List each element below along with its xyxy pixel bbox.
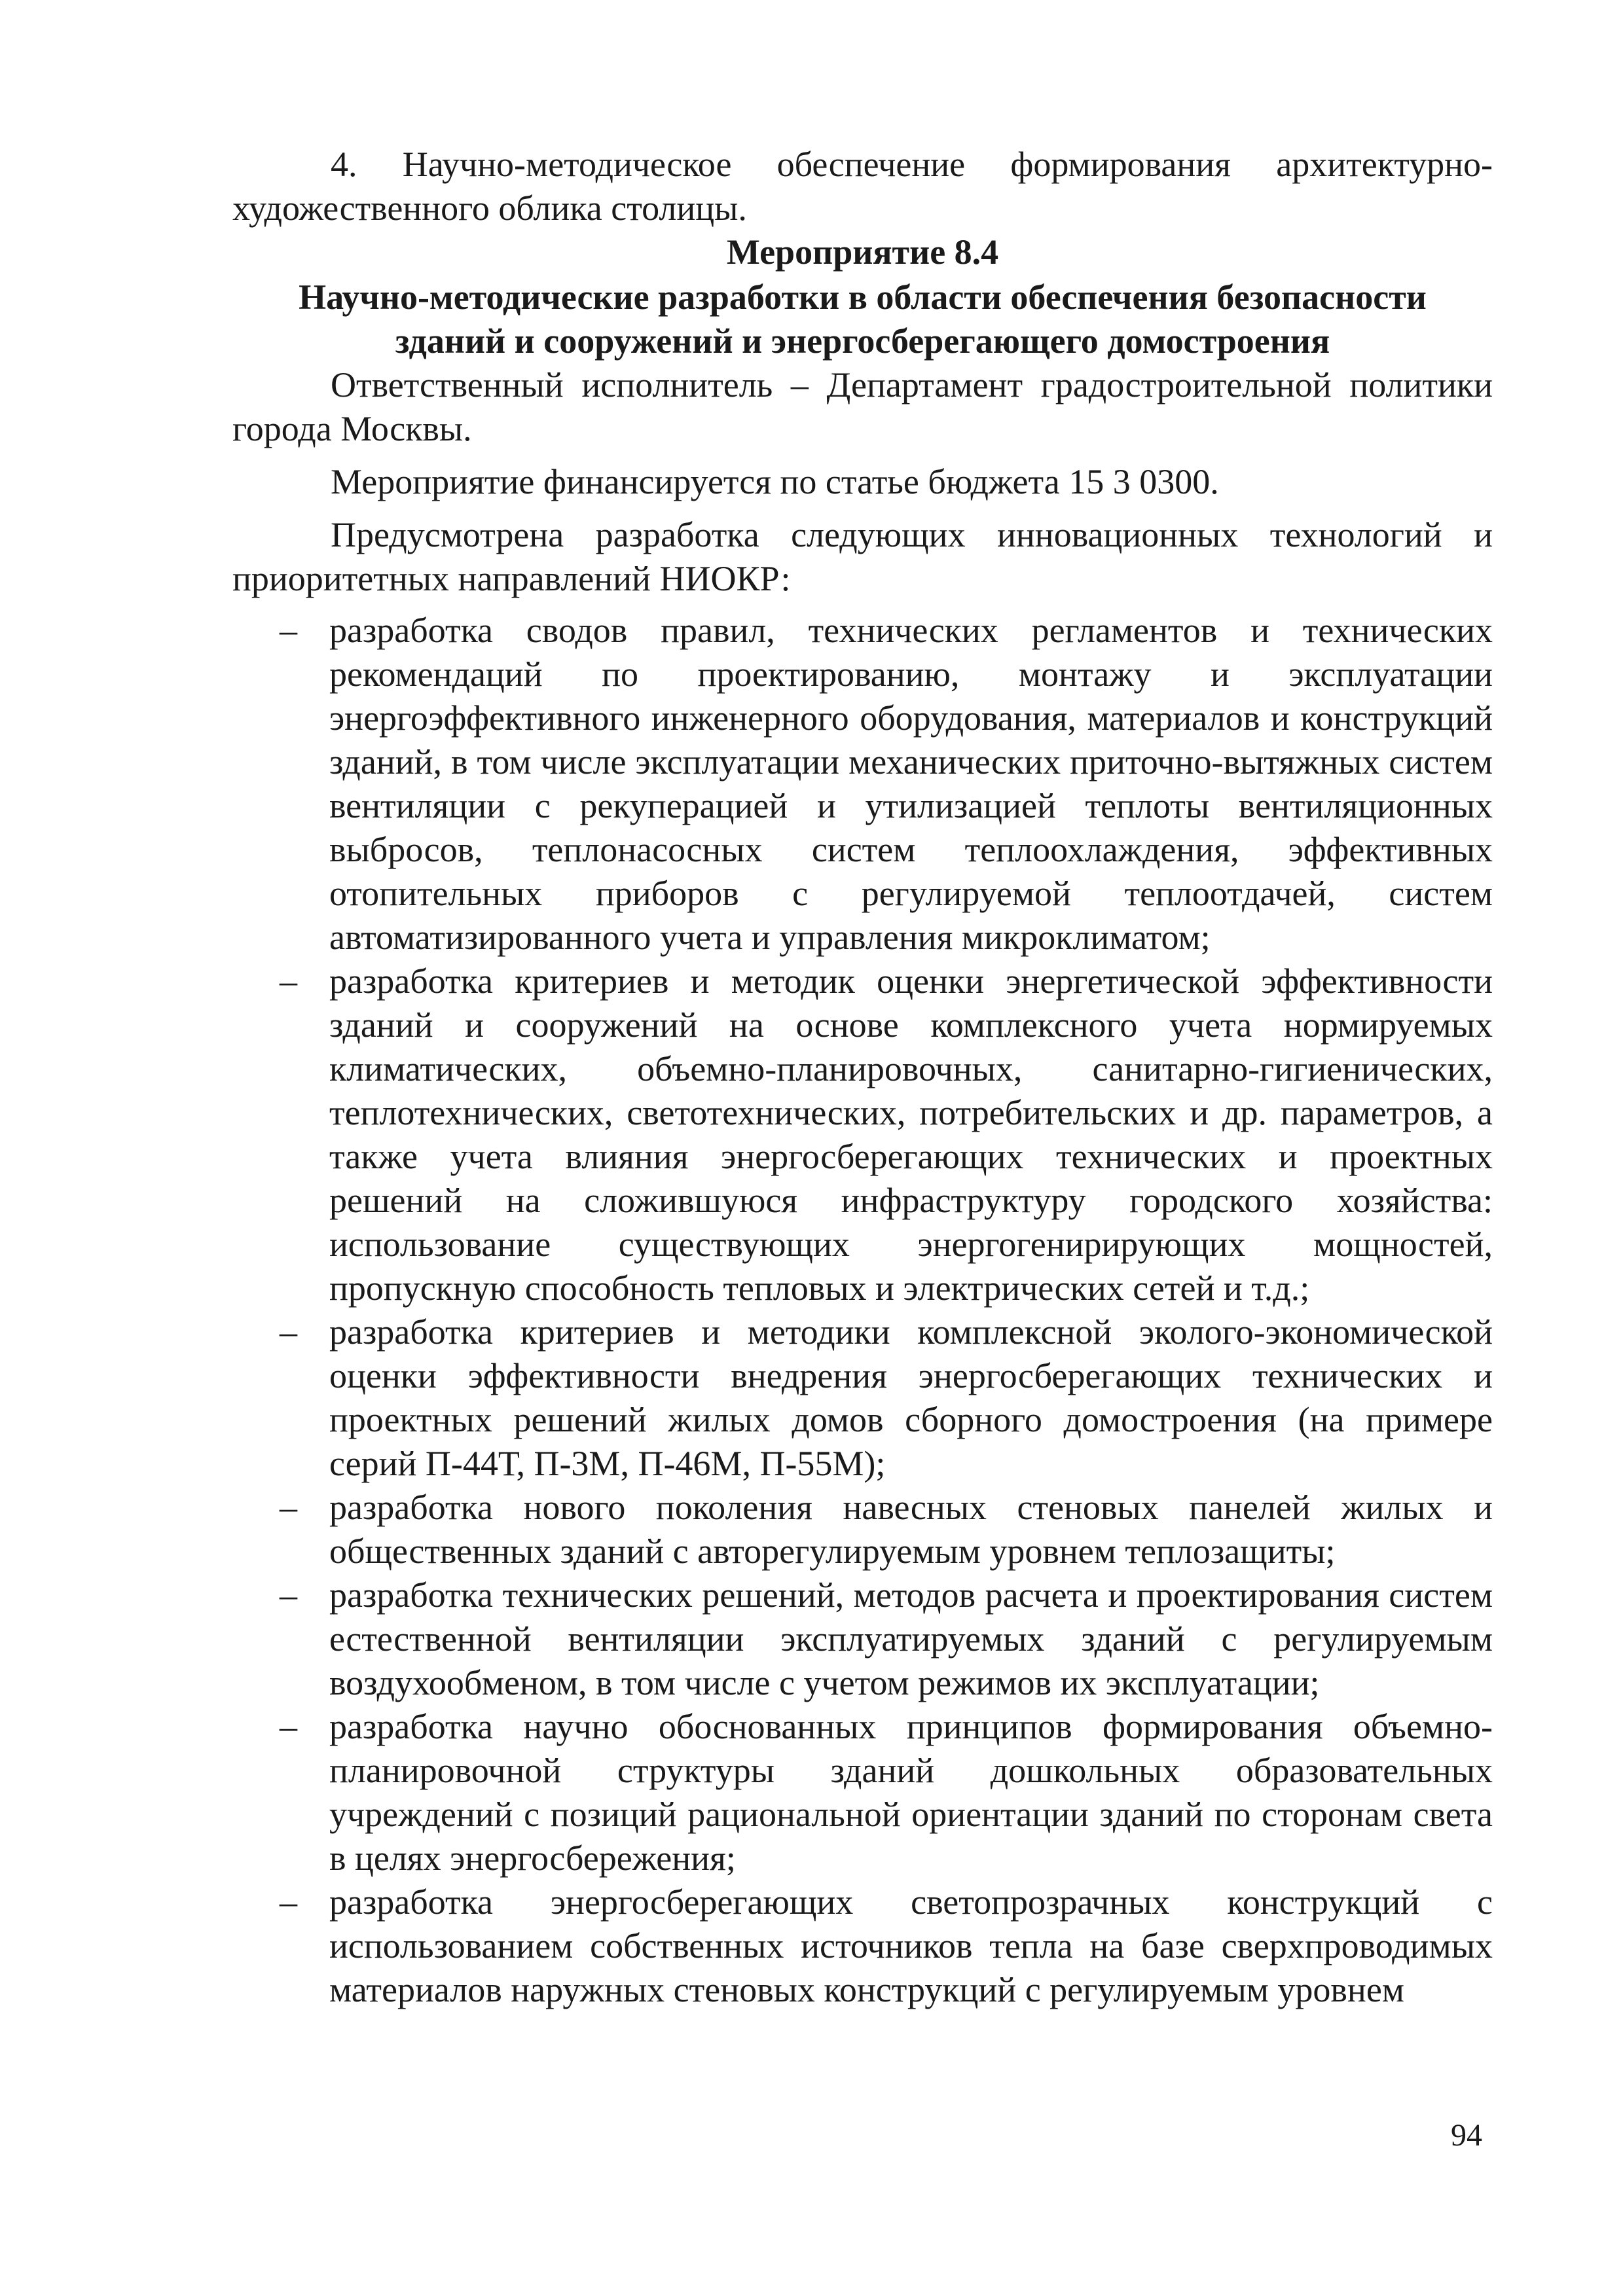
intro-item: 4. Научно-методическое обеспечение формирования архитектурно-художественного облика столицы.	[232, 145, 1493, 228]
list-item-text: разработка научно обоснованных принципов формирования объемно-планировочной структуры зданий дошкольных образовательных учреждений с позиций рациональной ориентации зданий по сторонам света в целях энергосбережения;	[329, 1707, 1493, 1878]
list-item-text: разработка сводов правил, технических регламентов и технических рекомендаций по проектированию, монтажу и эксплуатации энергоэффективного инженерного оборудования, материалов и конструкций зданий, в том числе эксплуатации механических приточно-вытяжных систем вентиляции с рекуперацией и утилизацией теплоты вентиляционных выбросов, теплонасосных систем теплоохлаждения, эффективных отопительных приборов с регулируемой теплоотдачей, систем автоматизированного учета и управления микроклиматом;	[329, 611, 1493, 957]
list-item-text: разработка критериев и методик оценки энергетической эффективности зданий и сооружений на основе комплексного учета нормируемых климатических, объемно-планировочных, санитарно-гигиенических, теплотехнических, светотехнических, потребительских и др. параметров, а также учета влияния энергосберегающих технических и проектных решений на сложившуюся инфраструктуру городского хозяйства: использование существующих энергогенирирующих мощностей, пропускную способность тепловых и электрических сетей и т.д.;	[329, 961, 1493, 1308]
list-item	[232, 1573, 1493, 1705]
list-item-text: разработка технических решений, методов расчета и проектирования систем естественной вентиляции эксплуатируемых зданий с регулируемым воздухообменом, в том числе с учетом режимов их эксплуатации;	[329, 1575, 1493, 1702]
list-item	[232, 1880, 1493, 2012]
rd-directions-list	[232, 609, 1493, 2012]
list-item	[232, 609, 1493, 960]
page-number: 94	[1451, 2118, 1482, 2153]
list-item-text: разработка критериев и методики комплексной эколого-экономической оценки эффективности внедрения энергосберегающих технических и проектных решений жилых домов сборного домостроения (на примере серий П-44Т, П-3М, П-46М, П-55М);	[329, 1312, 1493, 1483]
list-item-text: разработка энергосберегающих светопрозрачных конструкций с использованием собственных источников тепла на базе сверхпроводимых материалов наружных стеновых конструкций с регулируемым уровнем	[329, 1882, 1493, 2009]
list-item-text: разработка нового поколения навесных стеновых панелей жилых и общественных зданий с авторегулируемым уровнем теплозащиты;	[329, 1488, 1493, 1571]
dash-marker: –	[280, 961, 297, 1001]
financing-paragraph: Мероприятие финансируется по статье бюджета 15 3 0300.	[331, 462, 1219, 501]
dash-marker: –	[280, 611, 297, 650]
document-page	[232, 143, 1493, 2012]
lead-in-paragraph: Предусмотрена разработка следующих инновационных технологий и приоритетных направлений НИОКР:	[232, 515, 1493, 598]
event-title-line-1: Научно-методические разработки в области обеспечения безопасности	[299, 278, 1427, 317]
list-item	[232, 1486, 1493, 1573]
event-title	[232, 276, 1493, 363]
responsible-paragraph: Ответственный исполнитель – Департамент градостроительной политики города Москвы.	[232, 365, 1493, 448]
dash-marker: –	[280, 1312, 297, 1352]
dash-marker: –	[280, 1488, 297, 1527]
list-item	[232, 1705, 1493, 1880]
event-number: Мероприятие 8.4	[726, 232, 999, 272]
list-item	[232, 1310, 1493, 1486]
list-item	[232, 960, 1493, 1310]
dash-marker: –	[280, 1707, 297, 1746]
dash-marker: –	[280, 1882, 297, 1922]
dash-marker: –	[280, 1575, 297, 1615]
event-title-line-2: зданий и сооружений и энергосберегающего домостроения	[395, 321, 1330, 361]
